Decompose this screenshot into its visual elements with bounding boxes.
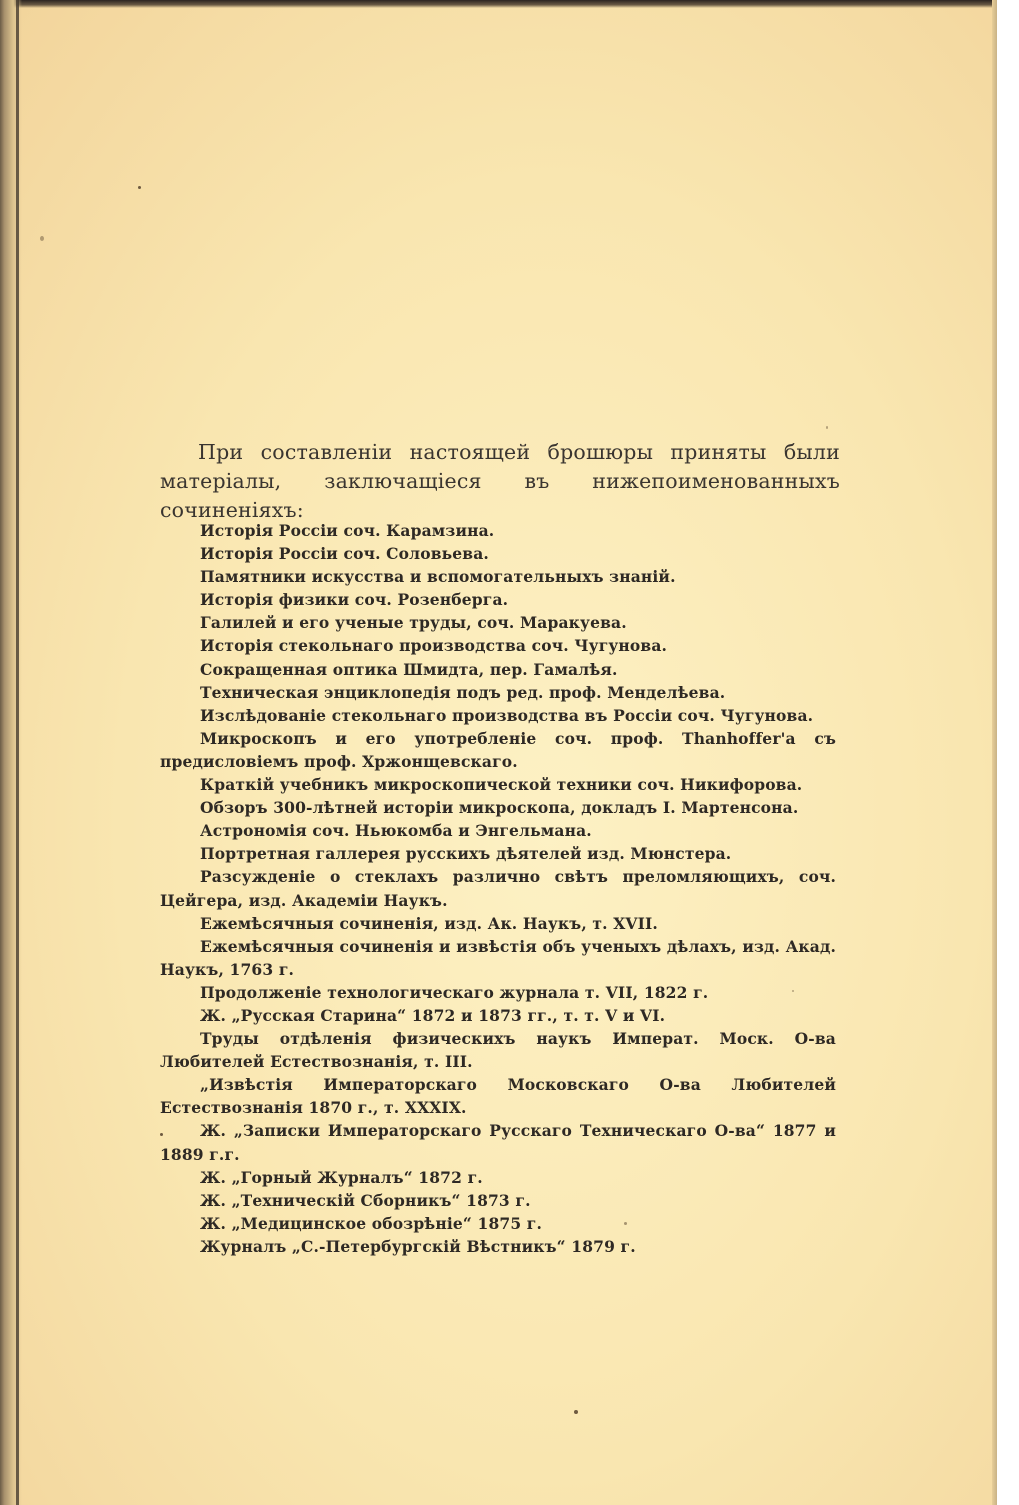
paper-speck bbox=[574, 1410, 578, 1414]
reference-entry: Памятники искусства и вспомогательныхъ знаній. bbox=[200, 567, 676, 587]
reference-entry: Продолженіе технологическаго журнала т. VII, 1822 г. bbox=[200, 982, 709, 1002]
reference-entry: Разсужденіе о стеклахъ различно свѣтъ преломляющихъ, соч. Цейгера, изд. Академіи Наукъ. bbox=[160, 867, 836, 910]
reference-entry: Ежемѣсячныя сочиненія, изд. Ак. Наукъ, т. XVII. bbox=[200, 913, 658, 933]
reference-entry: Галилей и его ученые труды, соч. Маракуева. bbox=[200, 613, 627, 633]
reference-entry: Ж. „Медицинское обозрѣніе“ 1875 г. bbox=[200, 1213, 542, 1233]
intro-paragraph: При составленіи настоящей брошюры приняты были матеріалы, заключащіеся въ нижепоименованныхъ сочиненіяхъ: bbox=[160, 440, 840, 522]
reference-entry: Микроскопъ и его употребленіе соч. проф. Thanhoffer'a съ предисловіемъ проф. Хржонщевскаго. bbox=[160, 728, 836, 771]
reference-entry: Ж. „Записки Императорскаго Русскаго Техническаго О-ва“ 1877 и 1889 г.г. bbox=[160, 1121, 836, 1164]
reference-entry: Труды отдѣленія физическихъ наукъ Императ. Моск. О-ва Любителей Естествознанія, т. III. bbox=[160, 1029, 836, 1072]
reference-entry: Исторія Россіи соч. Соловьева. bbox=[200, 544, 489, 564]
paper-speck bbox=[40, 236, 44, 241]
paper-speck bbox=[826, 426, 828, 429]
references-list bbox=[160, 519, 836, 1258]
paper-speck bbox=[138, 186, 141, 189]
reference-entry: Обзоръ 300-лѣтней исторіи микроскопа, докладъ I. Мартенсона. bbox=[200, 798, 799, 818]
reference-entry: Ж. „Горный Журналъ“ 1872 г. bbox=[200, 1167, 483, 1187]
reference-entry: Портретная галлерея русскихъ дѣятелей изд. Мюнстера. bbox=[200, 844, 732, 864]
page-right-edge bbox=[992, 0, 997, 1505]
reference-entry: „Извѣстія Императорскаго Московскаго О-ва Любителей Естествознанія 1870 г., т. XXXIX. bbox=[160, 1075, 836, 1118]
binding-edge-line bbox=[16, 0, 19, 1505]
reference-entry: Краткій учебникъ микроскопической техники соч. Никифорова. bbox=[200, 775, 803, 795]
reference-entry: Астрономія соч. Ньюкомба и Энгельмана. bbox=[200, 821, 592, 841]
reference-entry: Изслѣдованіе стекольнаго производства въ Россіи соч. Чугунова. bbox=[200, 705, 814, 725]
reference-entry: Ж. „Техническій Сборникъ“ 1873 г. bbox=[200, 1190, 531, 1210]
page-top-shadow bbox=[0, 0, 997, 8]
reference-entry: Техническая энциклопедія подъ ред. проф. Менделѣева. bbox=[200, 682, 726, 702]
reference-entry: Ж. „Русская Старина“ 1872 и 1873 гг., т. т. V и VI. bbox=[200, 1005, 666, 1025]
reference-entry: Исторія стекольнаго производства соч. Чугунова. bbox=[200, 636, 668, 656]
reference-entry: Сокращенная оптика Шмидта, пер. Гамалѣя. bbox=[200, 659, 618, 679]
reference-entry: Ежемѣсячныя сочиненія и извѣстія объ ученыхъ дѣлахъ, изд. Акад. Наукъ, 1763 г. bbox=[160, 936, 836, 979]
reference-entry: Журналъ „С.-Петербургскій Вѣстникъ“ 1879 г. bbox=[200, 1236, 636, 1256]
reference-entry: Исторія физики соч. Розенберга. bbox=[200, 590, 509, 610]
reference-entry: Исторія Россіи соч. Карамзина. bbox=[200, 521, 495, 540]
